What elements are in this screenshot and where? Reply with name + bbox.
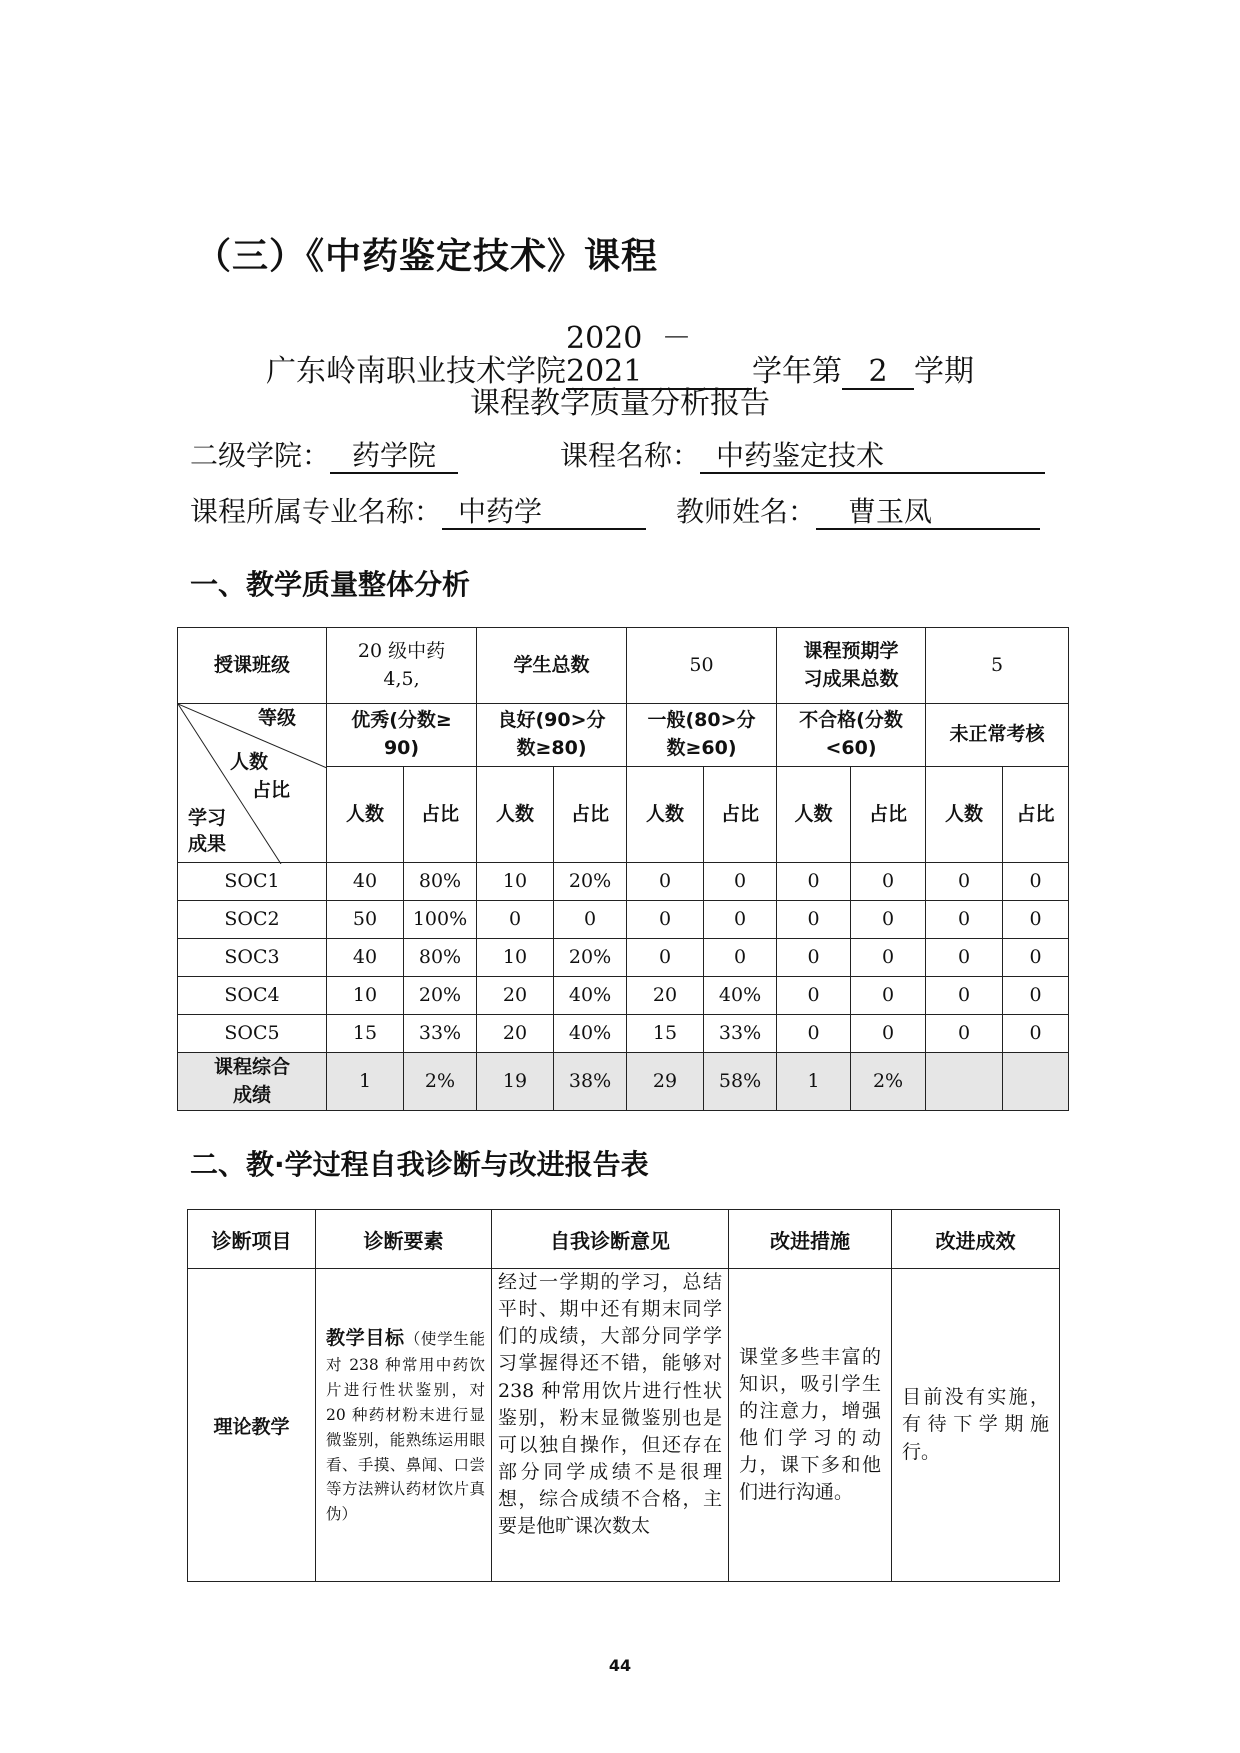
diag-measures xyxy=(729,1269,892,1582)
table-cell: 58% xyxy=(704,1053,777,1111)
total-label-line-1: 课程综合 xyxy=(213,1055,290,1078)
quality-analysis-table xyxy=(177,627,1069,1111)
table-row xyxy=(178,863,1069,901)
table-cell: 0 xyxy=(777,863,851,901)
major-label: 课程所属专业名称： xyxy=(190,495,443,528)
table-cell: 0 xyxy=(851,939,926,977)
diag-outcome-label-1: 学习 xyxy=(188,807,227,829)
term-suffix: 学期 xyxy=(914,354,974,389)
college-label: 二级学院： xyxy=(190,439,331,472)
diag-effect xyxy=(892,1269,1060,1582)
ratio-header: 占比 xyxy=(554,767,627,863)
table-cell: 1 xyxy=(777,1053,851,1111)
diag-measures-text: 课堂多些丰富的知识，吸引学生的注意力，增强他们学习的动力，课下多和他们进行沟通。 xyxy=(739,1345,881,1504)
diag-grade-label: 等级 xyxy=(258,707,297,729)
ratio-header: 占比 xyxy=(1003,767,1069,863)
diag-element-text xyxy=(316,1323,491,1527)
school-year-label: 学年第 xyxy=(752,354,842,389)
table-cell: 33% xyxy=(704,1015,777,1053)
table-cell: 1 xyxy=(327,1053,404,1111)
table-cell: 15 xyxy=(627,1015,704,1053)
grade-header-not-assessed: 未正常考核 xyxy=(926,704,1069,767)
outcomes-label-line-1: 课程预期学 xyxy=(803,639,899,662)
table-cell: 10 xyxy=(477,863,554,901)
grade-line-1: 一般(80>分 xyxy=(647,709,756,732)
table-cell: 0 xyxy=(1003,901,1069,939)
table-cell: 0 xyxy=(1003,939,1069,977)
table-cell: 50 xyxy=(327,901,404,939)
course-label: 课程名称： xyxy=(560,439,701,472)
table-cell: 0 xyxy=(627,939,704,977)
table-cell: 0 xyxy=(704,863,777,901)
table-cell: 0 xyxy=(554,901,627,939)
diag-ratio-label: 占比 xyxy=(252,779,291,801)
teacher-value: 曹玉凤 xyxy=(816,497,1040,530)
grade-header-average xyxy=(627,704,777,767)
students-label: 学生总数 xyxy=(477,628,627,704)
table-cell: 40% xyxy=(704,977,777,1015)
info-row-college-course xyxy=(190,434,1045,474)
table-cell: 0 xyxy=(777,939,851,977)
grade-line-2: 数≥60) xyxy=(666,737,737,759)
table-cell: 20 xyxy=(627,977,704,1015)
diag-outcome-label-2: 成果 xyxy=(188,833,227,855)
class-value-line-1: 20 级中药 xyxy=(357,639,446,662)
total-row xyxy=(178,1053,1069,1111)
table-row xyxy=(178,901,1069,939)
table-cell: 20 xyxy=(477,977,554,1015)
table-cell: 0 xyxy=(627,901,704,939)
ratio-header: 占比 xyxy=(851,767,926,863)
row-label: SOC4 xyxy=(178,977,327,1015)
row-label: SOC2 xyxy=(178,901,327,939)
table-cell: 15 xyxy=(327,1015,404,1053)
year-end: －2021 xyxy=(566,321,692,389)
header-item: 诊断项目 xyxy=(188,1210,316,1269)
count-header: 人数 xyxy=(627,767,704,863)
table-cell: 20 xyxy=(477,1015,554,1053)
row-label: SOC1 xyxy=(178,863,327,901)
grade-header-excellent xyxy=(327,704,477,767)
header-opinion: 自我诊断意见 xyxy=(492,1210,729,1269)
count-header: 人数 xyxy=(477,767,554,863)
diag-opinion-text: 经过一学期的学习，总结平时、期中还有期末同学们的成绩，大部分同学学习掌握得还不错，能够对 238 种常用饮片进行性状鉴别，粉末显微鉴别也是可以独自操作，但还存在部分同学成绩不是很理想，综合成绩不合格，主要是他旷课次数太 xyxy=(498,1271,722,1538)
table-cell: 2% xyxy=(851,1053,926,1111)
page-title: （三）《中药鉴定技术》课程 xyxy=(195,236,659,277)
class-label: 授课班级 xyxy=(178,628,327,704)
table-cell: 80% xyxy=(404,939,477,977)
table-cell: 0 xyxy=(851,1015,926,1053)
table-cell: 0 xyxy=(627,863,704,901)
diag-effect-text: 目前没有实施，有待下学期施行。 xyxy=(902,1386,1049,1463)
grade-line-1: 不合格(分数 xyxy=(799,709,903,732)
count-header: 人数 xyxy=(777,767,851,863)
diag-element xyxy=(316,1269,492,1582)
header-measures: 改进措施 xyxy=(729,1210,892,1269)
table-cell: 38% xyxy=(554,1053,627,1111)
table-cell: 0 xyxy=(851,977,926,1015)
table-cell: 0 xyxy=(704,901,777,939)
table-cell: 80% xyxy=(404,863,477,901)
total-row-label xyxy=(178,1053,327,1111)
table-cell: 10 xyxy=(477,939,554,977)
class-value xyxy=(327,628,477,704)
table-row xyxy=(178,939,1069,977)
table-cell: 0 xyxy=(926,1015,1003,1053)
diag-opinion xyxy=(492,1269,729,1582)
class-value-line-2: 4,5, xyxy=(383,667,420,690)
grade-header-fail xyxy=(777,704,926,767)
course-value: 中药鉴定技术 xyxy=(700,441,1045,474)
diagnosis-table xyxy=(187,1209,1060,1582)
grade-line-1: 优秀(分数≥ xyxy=(351,709,452,732)
grade-header-good xyxy=(477,704,627,767)
table-cell: 0 xyxy=(777,901,851,939)
table-cell: 0 xyxy=(926,863,1003,901)
table-cell: 10 xyxy=(327,977,404,1015)
table-cell: 40 xyxy=(327,939,404,977)
info-row-major-teacher xyxy=(190,490,1040,530)
table-cell: 0 xyxy=(1003,863,1069,901)
table-cell: 0 xyxy=(777,977,851,1015)
outcomes-value: 5 xyxy=(926,628,1069,704)
diag-count-label: 人数 xyxy=(230,751,269,773)
section-heading-quality: 一、教学质量整体分析 xyxy=(190,568,471,601)
table-cell: 40 xyxy=(327,863,404,901)
grade-line-2: <60) xyxy=(825,737,877,759)
term-field: 2 xyxy=(842,355,914,390)
header-effect: 改进成效 xyxy=(892,1210,1060,1269)
table-cell: 29 xyxy=(627,1053,704,1111)
grade-line-1: 良好(90>分 xyxy=(497,709,606,732)
table-row xyxy=(178,977,1069,1015)
table-cell: 0 xyxy=(1003,1015,1069,1053)
table-cell: 33% xyxy=(404,1015,477,1053)
ratio-header: 占比 xyxy=(404,767,477,863)
outcomes-label xyxy=(777,628,926,704)
table-cell: 20% xyxy=(404,977,477,1015)
table-cell: 20% xyxy=(554,939,627,977)
diag-item: 理论教学 xyxy=(188,1269,316,1582)
teaching-goal-detail: （使学生能对 238 种常用中药饮片进行性状鉴别，对 20 种药材粉末进行显微鉴别，能熟练运用眼看、手摸、鼻闻、口尝等方法辨认药材饮片真伪） xyxy=(326,1330,485,1524)
year-start: 2020 xyxy=(566,321,643,356)
table-cell: 19 xyxy=(477,1053,554,1111)
table-cell: 0 xyxy=(851,863,926,901)
table-cell: 0 xyxy=(851,901,926,939)
header-element: 诊断要素 xyxy=(316,1210,492,1269)
table-cell: 0 xyxy=(926,939,1003,977)
table-cell: 40% xyxy=(554,977,627,1015)
count-header: 人数 xyxy=(327,767,404,863)
table-cell xyxy=(1003,1053,1069,1111)
table-cell: 0 xyxy=(926,901,1003,939)
row-label: SOC3 xyxy=(178,939,327,977)
table-cell: 100% xyxy=(404,901,477,939)
table-cell: 0 xyxy=(477,901,554,939)
ratio-header: 占比 xyxy=(704,767,777,863)
diag-header-row xyxy=(188,1210,1060,1269)
row-label: SOC5 xyxy=(178,1015,327,1053)
diag-row-theory xyxy=(188,1269,1060,1582)
report-title: 课程教学质量分析报告 xyxy=(470,386,770,421)
section-heading-diagnosis: 二、教·学过程自我诊断与改进报告表 xyxy=(190,1148,649,1181)
table-cell: 0 xyxy=(1003,977,1069,1015)
table-cell: 0 xyxy=(926,977,1003,1015)
grade-line-2: 数≥80) xyxy=(516,737,587,759)
table-cell: 0 xyxy=(777,1015,851,1053)
grade-line-2: 90) xyxy=(383,737,420,759)
table-cell xyxy=(926,1053,1003,1111)
college-value: 药学院 xyxy=(330,441,458,474)
table-row xyxy=(178,1015,1069,1053)
outcomes-label-line-2: 习成果总数 xyxy=(803,667,899,690)
major-value: 中药学 xyxy=(442,497,646,530)
table-cell: 40% xyxy=(554,1015,627,1053)
students-value: 50 xyxy=(627,628,777,704)
count-header: 人数 xyxy=(926,767,1003,863)
diagonal-header-cell xyxy=(178,704,327,863)
page-number: 44 xyxy=(608,1656,632,1675)
table-cell: 2% xyxy=(404,1053,477,1111)
teaching-goal-label: 教学目标 xyxy=(326,1327,405,1350)
total-label-line-2: 成绩 xyxy=(232,1083,271,1106)
teacher-label: 教师姓名： xyxy=(676,495,817,528)
table-cell: 0 xyxy=(704,939,777,977)
school-name: 广东岭南职业技术学院 xyxy=(266,354,566,389)
table-cell: 20% xyxy=(554,863,627,901)
